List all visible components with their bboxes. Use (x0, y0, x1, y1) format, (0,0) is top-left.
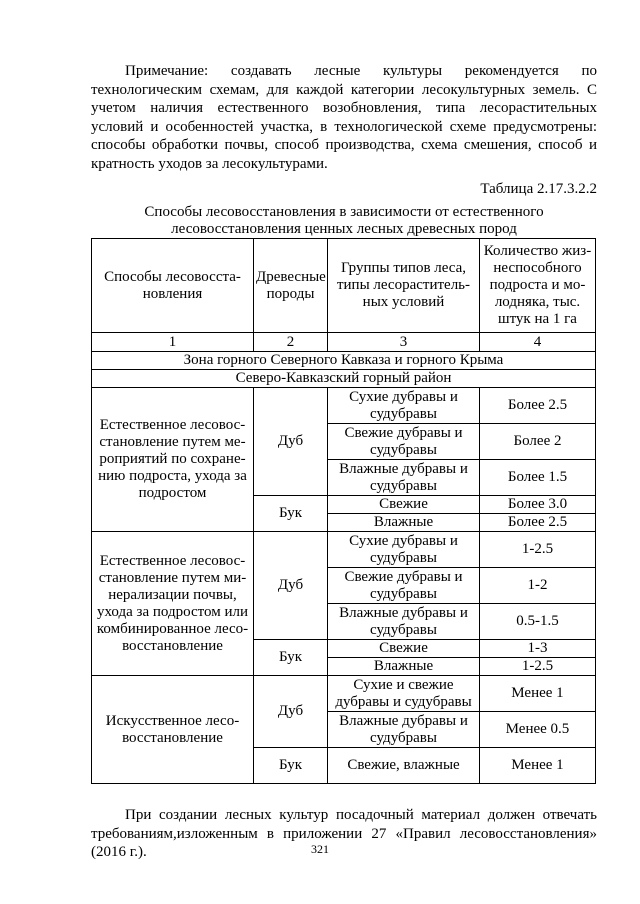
table-header-row (92, 239, 596, 333)
column-number: 4 (480, 333, 596, 352)
note-paragraph: Примечание: создавать лесные культуры рекомендуется по технологическим схемам, для каждой категории лесокультурных земель. С учетом наличия естественного возобновления, типа лесорастительных условий и особенностей участка, в технологической схеме предусмотрены: способы обработки почвы, способ производства, схема смешения, способ и кратность уходов за лесокультурами. (91, 63, 597, 172)
closing-paragraph: При создании лесных культур посадочный материал должен отвечать требованиям,изложенным в приложении 27 «Правил лесовосстановления» (2016 г.). (91, 807, 597, 860)
document-page (91, 62, 597, 862)
quantity-cell: 1-2.5 (480, 658, 596, 676)
forest-type-cell: Свежие (328, 496, 480, 514)
table-row (92, 532, 596, 568)
zone-heading: Зона горного Северного Кавказа и горного Крыма (92, 352, 596, 370)
forest-type-cell: Влажные дубравы и судубравы (328, 712, 480, 748)
forest-type-cell: Влажные дубравы и судубравы (328, 460, 480, 496)
page-number: 321 (311, 842, 329, 856)
table-row (92, 676, 596, 712)
quantity-cell: 1-2.5 (480, 532, 596, 568)
quantity-cell: Более 3.0 (480, 496, 596, 514)
table-row (92, 388, 596, 424)
region-row (92, 370, 596, 388)
quantity-cell: 1-2 (480, 568, 596, 604)
column-number: 1 (92, 333, 254, 352)
quantity-cell: Менее 1 (480, 676, 596, 712)
forest-type-cell: Свежие дубравы и судубравы (328, 568, 480, 604)
table-title: Способы лесовосстановления в зависимости от естественного лесовосстановления ценных лесных древесных пород (144, 204, 544, 237)
forest-type-cell: Влажные (328, 514, 480, 532)
column-header: Древесные породы (254, 239, 328, 333)
species-cell: Дуб (254, 388, 328, 496)
region-heading: Северо-Кавказский горный район (92, 370, 596, 388)
forest-type-cell: Влажные дубравы и судубравы (328, 604, 480, 640)
quantity-cell: Более 2.5 (480, 514, 596, 532)
column-header: Способы лесовосста-новления (92, 239, 254, 333)
method-cell: Искусственное лесо-восстановление (92, 676, 254, 784)
column-number: 3 (328, 333, 480, 352)
forest-type-cell: Сухие дубравы и судубравы (328, 532, 480, 568)
forest-type-cell: Свежие дубравы и судубравы (328, 424, 480, 460)
species-cell: Бук (254, 640, 328, 676)
forest-type-cell: Сухие дубравы и судубравы (328, 388, 480, 424)
table-number: Таблица 2.17.3.2.2 (480, 181, 597, 197)
zone-row (92, 352, 596, 370)
quantity-cell: Более 2.5 (480, 388, 596, 424)
column-number-row (92, 333, 596, 352)
forest-type-cell: Свежие, влажные (328, 748, 480, 784)
quantity-cell: Менее 0.5 (480, 712, 596, 748)
quantity-cell: 0.5-1.5 (480, 604, 596, 640)
species-cell: Бук (254, 496, 328, 532)
species-cell: Бук (254, 748, 328, 784)
method-cell: Естественное лесовос-становление путем ми-нерализации почвы, ухода за подростом или комбинированное лесо-восстановление (92, 532, 254, 676)
forest-type-cell: Влажные (328, 658, 480, 676)
quantity-cell: 1-3 (480, 640, 596, 658)
quantity-cell: Более 1.5 (480, 460, 596, 496)
column-number: 2 (254, 333, 328, 352)
method-cell: Естественное лесовос-становление путем ме-роприятий по сохране-нию подроста, ухода за подростом (92, 388, 254, 532)
column-header: Группы типов леса, типы лесораститель-ных условий (328, 239, 480, 333)
forest-type-cell: Свежие (328, 640, 480, 658)
column-header: Количество жиз-неспособного подроста и мо-лодняка, тыс. штук на 1 га (480, 239, 596, 333)
species-cell: Дуб (254, 676, 328, 748)
quantity-cell: Менее 1 (480, 748, 596, 784)
forest-type-cell: Сухие и свежие дубравы и судубравы (328, 676, 480, 712)
species-cell: Дуб (254, 532, 328, 640)
quantity-cell: Более 2 (480, 424, 596, 460)
reforestation-table (91, 238, 596, 784)
